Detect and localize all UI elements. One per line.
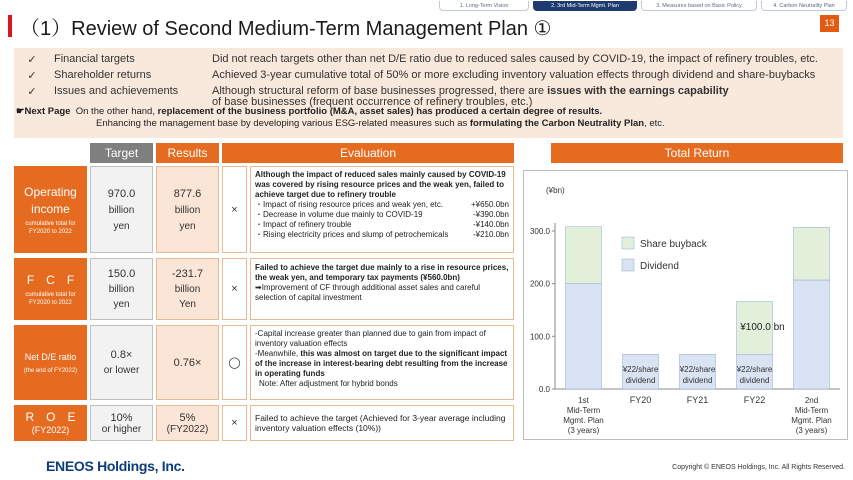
y-tick-label: 300.0: [529, 227, 550, 236]
y-axis-unit: (¥bn): [546, 186, 565, 195]
next-page-note: ☛Next Page On the other hand, replacement of the business portfolio (M&A, asset sales) has produced a certain degree of results. Enhancing the management base by developing various ESG-related measures such as formulating the Carbon Neutrality Plan, etc.: [16, 106, 665, 129]
target-fcf: 150.0 billion yen: [90, 258, 153, 320]
legend-swatch-dividend: [622, 259, 634, 271]
summary-text: Although structural reform of base businesses progressed, there are issues with the earnings capability: [212, 85, 729, 97]
target-roe: 10% or higher: [90, 405, 153, 441]
row-label-roe: R O E (FY2022): [14, 405, 87, 441]
check-icon: ✓: [27, 86, 37, 98]
y-tick-label: 0.0: [538, 385, 550, 394]
x-category-label: Mid-Term: [794, 406, 829, 415]
header-results: Results: [156, 143, 219, 163]
summary-label: Financial targets: [54, 53, 135, 65]
row-label-operating-income: Operating income cumulative total for FY2020 to 2022: [14, 166, 87, 253]
eval-item: ・Impact of rising resource prices and weak yen, etc. +¥650.0bn: [255, 200, 509, 209]
page-title: （1）Review of Second Medium-Term Management Plan ①: [20, 18, 552, 40]
x-category-label: 2nd: [804, 396, 819, 405]
mark-cross: ×: [222, 166, 247, 253]
eval-item: ・Impact of refinery trouble -¥140.0bn: [255, 220, 509, 229]
target-operating-income: 970.0 billion yen: [90, 166, 153, 253]
mark-cross: ×: [222, 258, 247, 320]
result-roe: 5% (FY2022): [156, 405, 219, 441]
x-category-label: FY22: [743, 395, 766, 405]
share-buyback-annotation: ¥100.0 bn: [740, 321, 785, 333]
x-category-label: (3 years): [795, 426, 828, 435]
bar-share-buyback: [794, 227, 830, 280]
bar-data-label: ¥22/share: [679, 365, 716, 375]
x-category-label: FY21: [686, 395, 709, 405]
bar-data-label: ¥22/share: [736, 365, 773, 375]
mark-cross: ×: [222, 405, 247, 441]
page-number: 13: [820, 15, 839, 32]
result-net-de-ratio: 0.76×: [156, 325, 219, 400]
eval-item: ・Rising electricity prices and slump of petrochemicals -¥210.0bn: [255, 230, 509, 239]
total-return-chart-frame: [523, 170, 848, 440]
x-category-label: (3 years): [567, 426, 600, 435]
x-category-label: Mid-Term: [566, 406, 601, 415]
legend-label-dividend: Dividend: [640, 261, 679, 272]
copyright-text: Copyright © ENEOS Holdings, Inc. All Rights Reserved.: [672, 464, 845, 471]
bar-dividend: [566, 284, 602, 389]
bar-data-label: dividend: [625, 376, 656, 386]
summary-label: Issues and achievements: [54, 85, 179, 97]
summary-text: Did not reach targets other than net D/E ratio due to reduced sales caused by COVID-19, the impact of refinery troubles, etc.: [212, 53, 818, 65]
eval-roe: Failed to achieve the target (Achieved for 3-year average including inventory valuation effects (10%)): [250, 405, 514, 441]
check-icon: ✓: [27, 70, 37, 82]
x-category-label: 1st: [578, 396, 589, 405]
total-return-chart: [524, 171, 847, 439]
header-evaluation: Evaluation: [222, 143, 514, 163]
summary-text: Achieved 3-year cumulative total of 50% or more excluding inventory valuation effects through dividend and share-buybacks: [212, 69, 816, 81]
bar-data-label: ¥22/share: [622, 365, 659, 375]
eval-net-de-ratio: -Capital increase greater than planned due to gain from impact of inventory valuation effects -Meanwhile, this was almost on target due to the significant impact of the increase in interest-bearing debt resulting from the increase in operating funds Note: After adjustment for hybrid bonds: [250, 325, 514, 400]
nav-tab-mid-term-plan[interactable]: 2. 3rd Mid-Term Mgmt. Plan: [533, 1, 637, 11]
nav-tab-measures[interactable]: 3. Measures based on Basic Policy: [641, 1, 757, 11]
summary-label: Shareholder returns: [54, 69, 152, 81]
y-tick-label: 100.0: [529, 332, 550, 342]
section-nav: [439, 1, 847, 11]
legend-swatch-share-buyback: [622, 237, 634, 249]
next-page-label[interactable]: ☛Next Page: [16, 106, 71, 117]
y-tick-label: 200.0: [529, 279, 550, 289]
eval-operating-income: Although the impact of reduced sales mainly caused by COVID-19 was covered by rising resource prices and the weak yen, failed to achieve target due to refinery trouble ・Impact of rising resource prices and weak yen, etc. +¥650.0bn ・Decrease in volume due mainly to COVID-19 -¥390.0bn ・Impact of refinery trouble -¥140.0bn ・Rising electricity prices and slump of petrochemicals -¥210.0bn: [250, 166, 514, 253]
x-category-label: Mgmt. Plan: [791, 416, 832, 425]
bar-data-label: dividend: [739, 376, 770, 386]
target-net-de-ratio: 0.8× or lower: [90, 325, 153, 400]
company-logo: ENEOS Holdings, Inc.: [46, 458, 185, 474]
legend-label-share-buyback: Share buyback: [640, 239, 707, 250]
bar-share-buyback: [566, 227, 602, 284]
title-accent-bar: [8, 15, 12, 37]
header-target: Target: [90, 143, 153, 163]
x-category-label: FY20: [629, 395, 652, 405]
total-return-header: Total Return: [551, 143, 843, 163]
summary-text: of base businesses (frequent occurrence of refinery troubles, etc.): [212, 96, 533, 108]
mark-circle: ◯: [222, 325, 247, 400]
result-fcf: -231.7 billion Yen: [156, 258, 219, 320]
row-label-fcf: F C F cumulative total for FY2020 to 2022: [14, 258, 87, 320]
eval-fcf: Failed to achieve the target due mainly to a rise in resource prices, the weak yen, and temporary tax payments (¥560.0bn) ➡Improvement of CF through additional asset sales and careful selection of capital investment: [250, 258, 514, 320]
nav-tab-carbon-neutrality[interactable]: 4. Carbon Neutrality Plan: [761, 1, 847, 11]
bar-dividend: [794, 280, 830, 389]
eval-item: ・Decrease in volume due mainly to COVID-19 -¥390.0bn: [255, 210, 509, 219]
x-category-label: Mgmt. Plan: [563, 416, 604, 425]
row-label-net-de-ratio: Net D/E ratio (the end of FY2022): [14, 325, 87, 400]
bar-data-label: dividend: [682, 376, 713, 386]
check-icon: ✓: [27, 54, 37, 66]
nav-tab-long-term-vision[interactable]: 1. Long-Term Vision: [439, 1, 529, 11]
result-operating-income: 877.6 billion yen: [156, 166, 219, 253]
